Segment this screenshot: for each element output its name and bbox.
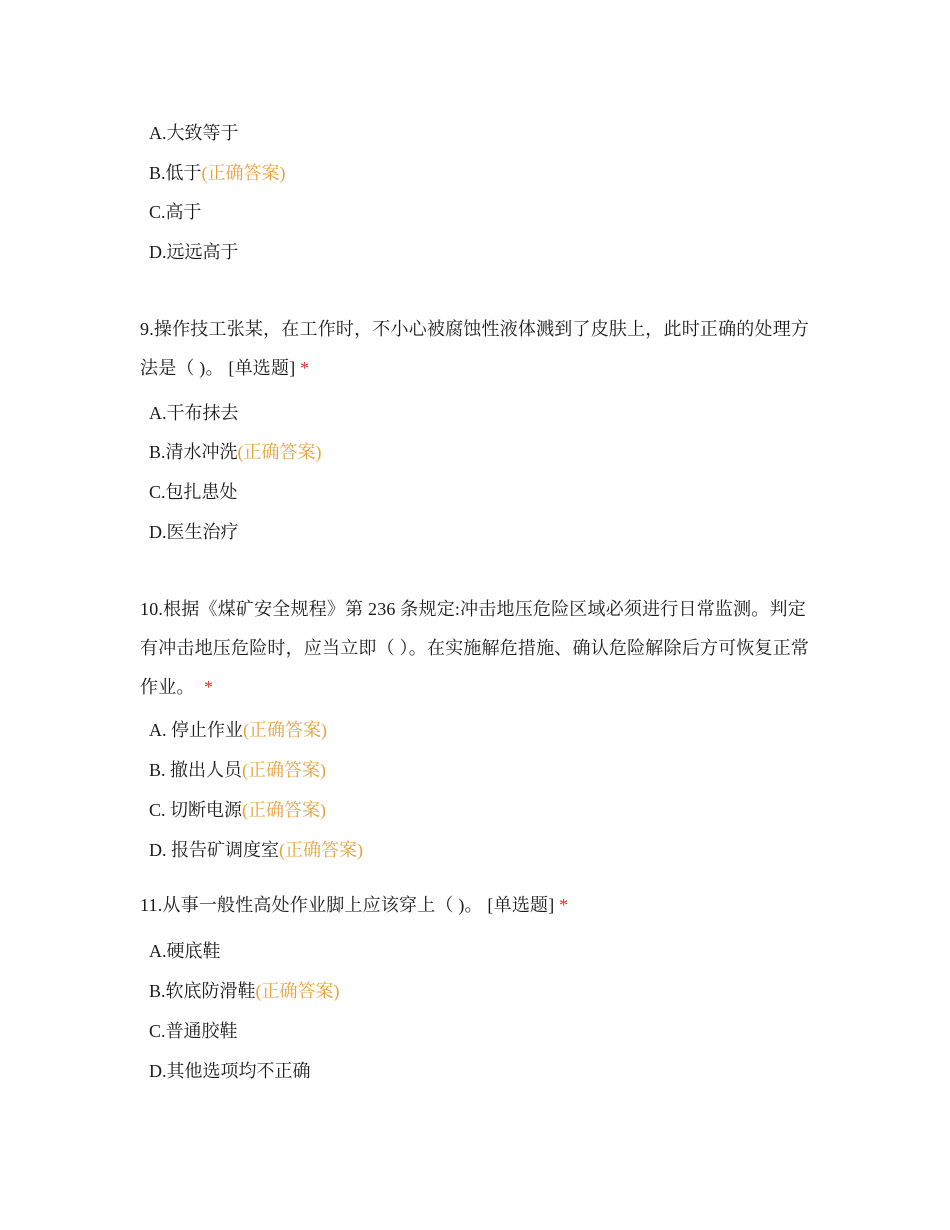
option-text: A.硬底鞋: [149, 941, 221, 961]
q10-option-a: [149, 718, 327, 742]
correct-answer-tag: (正确答案): [242, 760, 327, 780]
q8-option-d: [149, 240, 239, 264]
option-text: B.低于: [149, 163, 202, 183]
question-text: 10.根据《煤矿安全规程》第 236 条规定:冲击地压危险区域必须进行日常监测。判定有冲击地压危险时，应当立即（ ）。在实施解危措施、确认危险解除后方可恢复正常作业。: [140, 599, 810, 697]
required-star: *: [559, 895, 569, 915]
correct-answer-tag: (正确答案): [242, 800, 327, 820]
question-text: 11.从事一般性高处作业脚上应该穿上（ )。 [单选题]: [140, 895, 560, 915]
option-text: A. 停止作业: [149, 720, 243, 740]
q10-title: [140, 590, 820, 707]
correct-answer-tag: (正确答案): [255, 981, 340, 1001]
q10-option-b: [149, 758, 326, 782]
q11-title: [140, 886, 820, 925]
option-text: C.普通胶鞋: [149, 1021, 238, 1041]
correct-answer-tag: (正确答案): [243, 720, 327, 740]
option-text: A.干布抹去: [149, 403, 239, 423]
option-text: D.医生治疗: [149, 522, 239, 542]
option-text: B.清水冲洗: [149, 442, 238, 462]
q9-option-b: [149, 440, 322, 464]
option-text: C. 切断电源: [149, 800, 243, 820]
option-text: B. 撤出人员: [149, 760, 243, 780]
q10-option-d: [149, 838, 363, 862]
option-text: D.远远高于: [149, 242, 239, 262]
correct-answer-tag: (正确答案): [201, 163, 286, 183]
correct-answer-tag: (正确答案): [237, 442, 322, 462]
q8-option-c: [149, 200, 202, 224]
q8-option-a: [149, 121, 239, 145]
q11-option-a: [149, 939, 221, 963]
q11-option-c: [149, 1019, 238, 1043]
q10-option-c: [149, 798, 326, 822]
q9-option-c: [149, 480, 238, 504]
q9-title: [140, 310, 820, 388]
correct-answer-tag: (正确答案): [279, 840, 363, 860]
option-text: D.其他选项均不正确: [149, 1061, 311, 1081]
option-text: C.包扎患处: [149, 482, 238, 502]
q9-option-a: [149, 401, 239, 425]
q8-option-b: [149, 161, 286, 185]
question-text: 9.操作技工张某，在工作时，不小心被腐蚀性液体溅到了皮肤上，此时正确的处理方法是（ )。 [单选题]: [140, 319, 810, 378]
required-star: *: [300, 358, 310, 378]
required-star: *: [204, 677, 214, 697]
option-text: A.大致等于: [149, 123, 239, 143]
q11-option-d: [149, 1059, 311, 1083]
option-text: C.高于: [149, 202, 202, 222]
q11-option-b: [149, 979, 340, 1003]
q9-option-d: [149, 520, 239, 544]
option-text: D. 报告矿调度室: [149, 840, 279, 860]
option-text: B.软底防滑鞋: [149, 981, 256, 1001]
